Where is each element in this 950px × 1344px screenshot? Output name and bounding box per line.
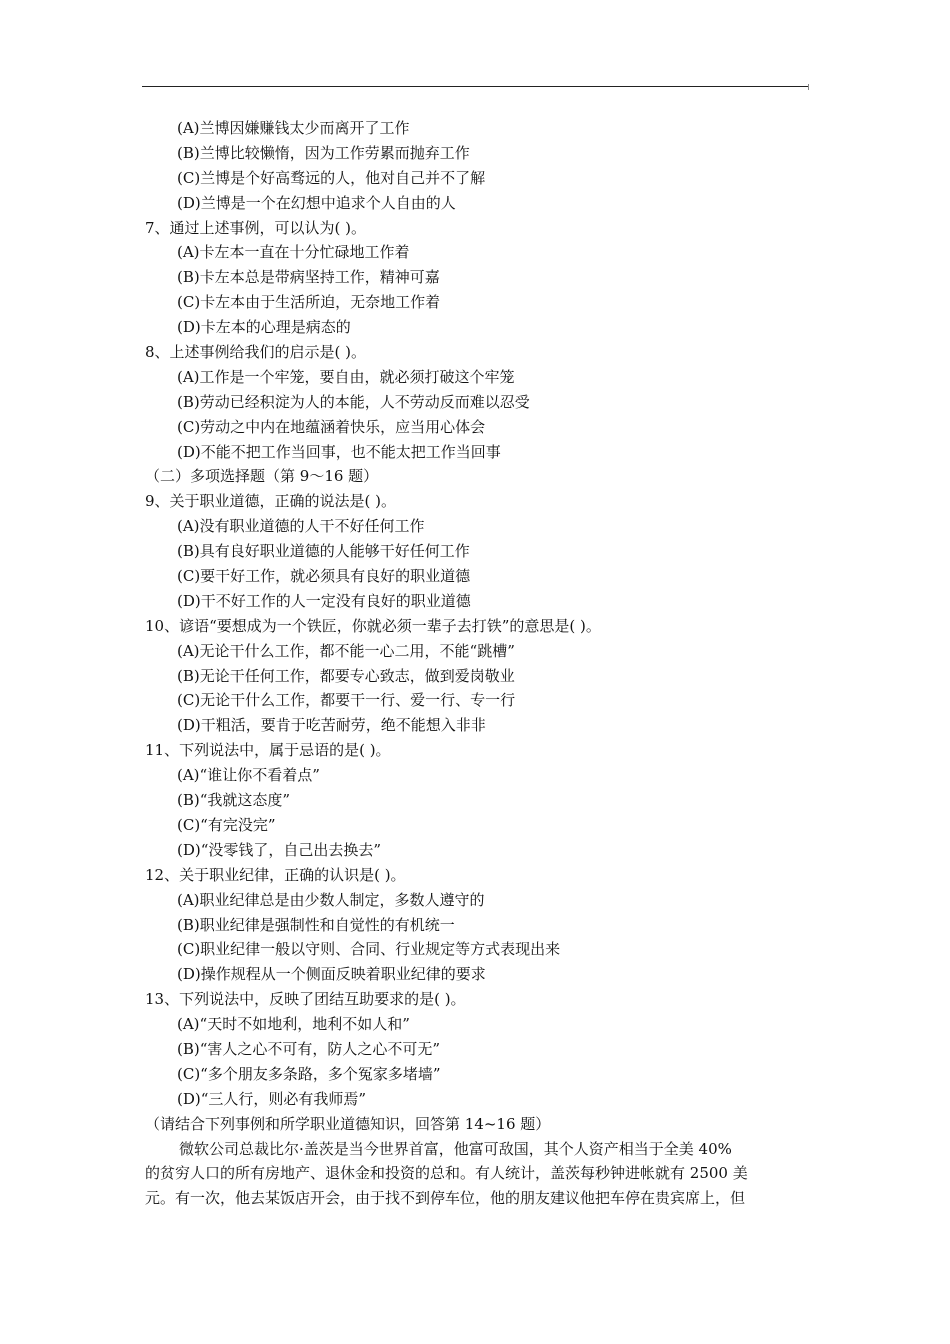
q9-option-a: (A)没有职业道德的人干不好任何工作 <box>177 517 425 536</box>
q13-option-b: (B)“害人之心不可有，防人之心不可无” <box>177 1039 441 1058</box>
q7-stem: 7、通过上述事例，可以认为( )。 <box>145 218 367 237</box>
q10-option-a: (A)无论干什么工作，都不能一心二用，不能“跳槽” <box>177 641 515 660</box>
q7-option-a: (A)卡左本一直在十分忙碌地工作着 <box>177 243 410 262</box>
section-heading-multiple-choice: （二）多项选择题（第 9～16 题） <box>145 467 379 486</box>
q10-option-b: (B)无论干任何工作，都要专心致志，做到爱岗敬业 <box>177 666 515 685</box>
q12-option-c: (C)职业纪律一般以守则、合同、行业规定等方式表现出来 <box>177 940 561 959</box>
q12-option-a: (A)职业纪律总是由少数人制定，多数人遵守的 <box>177 890 485 909</box>
q9-option-b: (B)具有良好职业道德的人能够干好任何工作 <box>177 542 470 561</box>
q10-option-d: (D)干粗活，要肯于吃苦耐劳，绝不能想入非非 <box>177 716 486 735</box>
q11-option-c: (C)“有完没完” <box>177 815 276 834</box>
q10-option-c: (C)无论干什么工作，都要干一行、爱一行、专一行 <box>177 691 516 710</box>
q6-option-a: (A)兰博因嫌赚钱太少而离开了工作 <box>177 119 410 137</box>
q6-option-b: (B)兰博比较懒惰，因为工作劳累而抛弃工作 <box>177 143 470 162</box>
case-paragraph-line: 元。有一次，他去某饭店开会，由于找不到停车位，他的朋友建议他把车停在贵宾席上，但 <box>145 1189 746 1208</box>
q6-option-d: (D)兰博是一个在幻想中追求个人自由的人 <box>177 193 456 212</box>
header-rule <box>142 86 808 87</box>
q12-stem: 12、关于职业纪律，正确的认识是( )。 <box>145 865 406 884</box>
case-paragraph-line: 的贫穷人口的所有房地产、退休金和投资的总和。有人统计，盖茨每秒钟进帐就有 2500 美 <box>145 1164 748 1183</box>
q6-option-c: (C)兰博是个好高骛远的人，他对自己并不了解 <box>177 168 486 187</box>
q12-option-d: (D)操作规程从一个侧面反映着职业纪律的要求 <box>177 965 486 984</box>
q13-option-d: (D)“三人行，则必有我师焉” <box>177 1089 367 1108</box>
document-body <box>145 116 810 1211</box>
q7-option-d: (D)卡左本的心理是病态的 <box>177 318 351 337</box>
q13-stem: 13、下列说法中，反映了团结互助要求的是( )。 <box>145 990 466 1009</box>
header-rule-end-mark <box>808 84 809 90</box>
q9-option-c: (C)要干好工作，就必须具有良好的职业道德 <box>177 567 471 586</box>
q11-option-a: (A)“谁让你不看着点” <box>177 766 320 785</box>
q10-stem: 10、谚语“要想成为一个铁匠，你就必须一辈子去打铁”的意思是( )。 <box>145 616 601 635</box>
q8-option-d: (D)不能不把工作当回事，也不能太把工作当回事 <box>177 442 501 461</box>
q8-option-a: (A)工作是一个牢笼，要自由，就必须打破这个牢笼 <box>177 367 515 386</box>
q9-option-d: (D)干不好工作的人一定没有良好的职业道德 <box>177 591 471 610</box>
q9-stem: 9、关于职业道德，正确的说法是( )。 <box>145 492 397 511</box>
q11-option-b: (B)“我就这态度” <box>177 791 291 810</box>
q8-option-b: (B)劳动已经积淀为人的本能，人不劳动反而难以忍受 <box>177 392 530 411</box>
case-intro: （请结合下列事例和所学职业道德知识，回答第 14~16 题） <box>145 1114 551 1133</box>
q11-option-d: (D)“没零钱了，自己出去换去” <box>177 840 382 859</box>
q11-stem: 11、下列说法中，属于忌语的是( )。 <box>145 741 391 760</box>
q13-option-c: (C)“多个朋友多条路，多个冤家多堵墙” <box>177 1064 441 1083</box>
q12-option-b: (B)职业纪律是强制性和自觉性的有机统一 <box>177 915 455 934</box>
q7-option-b: (B)卡左本总是带病坚持工作，精神可嘉 <box>177 268 440 287</box>
q8-option-c: (C)劳动之中内在地蕴涵着快乐，应当用心体会 <box>177 417 486 436</box>
q7-option-c: (C)卡左本由于生活所迫，无奈地工作着 <box>177 293 441 312</box>
q8-stem: 8、上述事例给我们的启示是( )。 <box>145 343 367 362</box>
q13-option-a: (A)“天时不如地利，地利不如人和” <box>177 1015 410 1034</box>
case-paragraph-line: 微软公司总裁比尔·盖茨是当今世界首富，他富可敌国，其个人资产相当于全美 40% <box>179 1139 732 1158</box>
